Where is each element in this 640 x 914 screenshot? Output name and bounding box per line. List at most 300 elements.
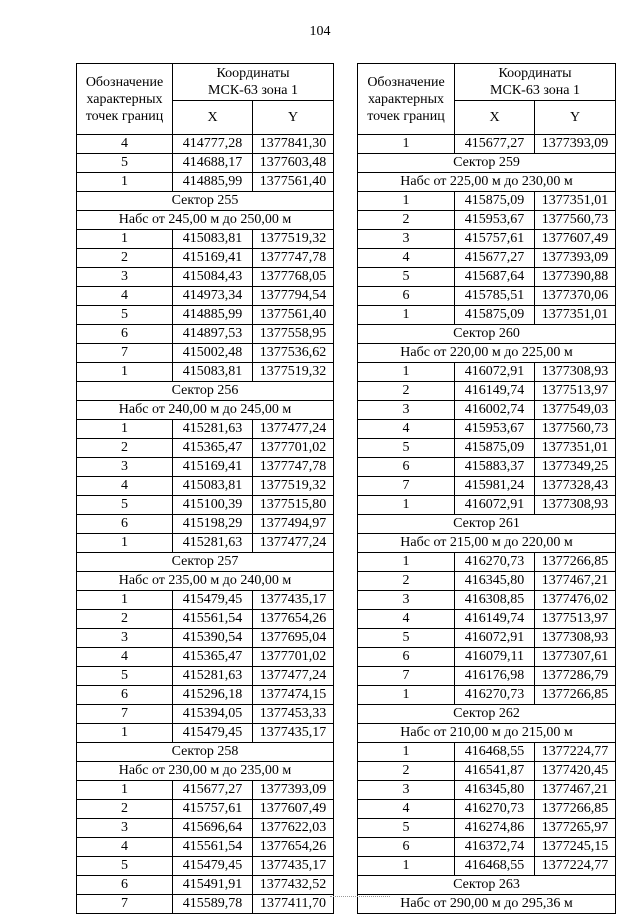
y-cell: 1377747,78 bbox=[253, 458, 334, 477]
y-cell: 1377266,85 bbox=[535, 553, 616, 572]
section-row bbox=[77, 553, 334, 572]
x-cell: 415281,63 bbox=[173, 420, 253, 439]
x-cell: 415687,64 bbox=[455, 268, 535, 287]
x-cell: 415875,09 bbox=[455, 439, 535, 458]
table-row bbox=[358, 819, 616, 838]
table-row bbox=[358, 686, 616, 705]
table-row bbox=[358, 667, 616, 686]
point-cell: 3 bbox=[358, 591, 455, 610]
point-cell: 3 bbox=[358, 401, 455, 420]
x-cell: 414777,28 bbox=[173, 135, 253, 154]
table-row bbox=[77, 287, 334, 306]
y-cell: 1377351,01 bbox=[535, 439, 616, 458]
y-cell: 1377560,73 bbox=[535, 211, 616, 230]
table-row bbox=[358, 838, 616, 857]
section-label: Набс от 235,00 м до 240,00 м bbox=[77, 572, 334, 591]
x-cell: 415479,45 bbox=[173, 591, 253, 610]
x-cell: 416372,74 bbox=[455, 838, 535, 857]
point-cell: 4 bbox=[358, 610, 455, 629]
y-cell: 1377476,02 bbox=[535, 591, 616, 610]
section-row bbox=[77, 572, 334, 591]
table-row bbox=[77, 610, 334, 629]
y-cell: 1377390,88 bbox=[535, 268, 616, 287]
x-cell: 415281,63 bbox=[173, 667, 253, 686]
section-row bbox=[77, 192, 334, 211]
table-row bbox=[358, 762, 616, 781]
y-cell: 1377513,97 bbox=[535, 610, 616, 629]
y-cell: 1377549,03 bbox=[535, 401, 616, 420]
table-row bbox=[77, 325, 334, 344]
x-cell: 415677,27 bbox=[455, 135, 535, 154]
x-cell: 415100,39 bbox=[173, 496, 253, 515]
section-label: Набс от 215,00 м до 220,00 м bbox=[358, 534, 616, 553]
table-row bbox=[77, 249, 334, 268]
table-row bbox=[358, 629, 616, 648]
y-cell: 1377701,02 bbox=[253, 439, 334, 458]
x-cell: 414885,99 bbox=[173, 306, 253, 325]
table-row bbox=[358, 857, 616, 876]
section-row bbox=[358, 173, 616, 192]
table-body-left bbox=[77, 135, 334, 914]
point-cell: 3 bbox=[358, 781, 455, 800]
point-cell: 3 bbox=[77, 819, 173, 838]
section-label: Набс от 230,00 м до 235,00 м bbox=[77, 762, 334, 781]
header-coordinates bbox=[455, 64, 616, 101]
y-cell: 1377794,54 bbox=[253, 287, 334, 306]
x-cell: 414688,17 bbox=[173, 154, 253, 173]
table-row bbox=[77, 819, 334, 838]
point-cell: 1 bbox=[358, 306, 455, 325]
table-row bbox=[358, 401, 616, 420]
point-cell: 5 bbox=[77, 306, 173, 325]
point-cell: 5 bbox=[358, 819, 455, 838]
point-cell: 6 bbox=[77, 876, 173, 895]
header-coordinates-line2: МСК-63 зона 1 bbox=[208, 83, 298, 98]
y-cell: 1377747,78 bbox=[253, 249, 334, 268]
point-cell: 7 bbox=[77, 344, 173, 363]
table-row bbox=[358, 306, 616, 325]
y-cell: 1377393,09 bbox=[253, 781, 334, 800]
section-row bbox=[358, 154, 616, 173]
table-row bbox=[77, 534, 334, 553]
y-cell: 1377393,09 bbox=[535, 135, 616, 154]
section-row bbox=[77, 211, 334, 230]
table-row bbox=[77, 515, 334, 534]
x-cell: 415953,67 bbox=[455, 420, 535, 439]
table-row bbox=[358, 268, 616, 287]
point-cell: 1 bbox=[77, 534, 173, 553]
y-cell: 1377224,77 bbox=[535, 857, 616, 876]
x-cell: 416079,11 bbox=[455, 648, 535, 667]
table-row bbox=[77, 439, 334, 458]
section-row bbox=[77, 762, 334, 781]
table-row bbox=[358, 287, 616, 306]
point-cell: 1 bbox=[358, 553, 455, 572]
table-row bbox=[77, 781, 334, 800]
y-cell: 1377477,24 bbox=[253, 667, 334, 686]
y-cell: 1377308,93 bbox=[535, 629, 616, 648]
point-cell: 1 bbox=[358, 135, 455, 154]
y-cell: 1377768,05 bbox=[253, 268, 334, 287]
point-cell: 1 bbox=[358, 192, 455, 211]
section-label: Сектор 257 bbox=[77, 553, 334, 572]
x-cell: 415953,67 bbox=[455, 211, 535, 230]
section-row bbox=[358, 515, 616, 534]
point-cell: 6 bbox=[358, 458, 455, 477]
header-x: X bbox=[455, 101, 535, 135]
x-cell: 415491,91 bbox=[173, 876, 253, 895]
point-cell: 4 bbox=[77, 838, 173, 857]
y-cell: 1377224,77 bbox=[535, 743, 616, 762]
point-cell: 4 bbox=[77, 287, 173, 306]
x-cell: 415757,61 bbox=[173, 800, 253, 819]
x-cell: 415677,27 bbox=[173, 781, 253, 800]
x-cell: 416270,73 bbox=[455, 686, 535, 705]
y-cell: 1377519,32 bbox=[253, 363, 334, 382]
section-label: Сектор 259 bbox=[358, 154, 616, 173]
x-cell: 415084,43 bbox=[173, 268, 253, 287]
table-row bbox=[358, 610, 616, 629]
x-cell: 416345,80 bbox=[455, 572, 535, 591]
y-cell: 1377536,62 bbox=[253, 344, 334, 363]
x-cell: 415083,81 bbox=[173, 477, 253, 496]
x-cell: 415198,29 bbox=[173, 515, 253, 534]
table-row bbox=[358, 249, 616, 268]
section-row bbox=[358, 895, 616, 914]
y-cell: 1377370,06 bbox=[535, 287, 616, 306]
table-row bbox=[77, 306, 334, 325]
x-cell: 415479,45 bbox=[173, 857, 253, 876]
x-cell: 415561,54 bbox=[173, 610, 253, 629]
point-cell: 5 bbox=[77, 857, 173, 876]
section-label: Сектор 256 bbox=[77, 382, 334, 401]
table-row bbox=[358, 135, 616, 154]
table-row bbox=[358, 458, 616, 477]
section-label: Набс от 245,00 м до 250,00 м bbox=[77, 211, 334, 230]
table-row bbox=[77, 154, 334, 173]
y-cell: 1377519,32 bbox=[253, 230, 334, 249]
point-cell: 1 bbox=[77, 173, 173, 192]
coordinates-table-left bbox=[76, 63, 334, 914]
section-label: Набс от 220,00 м до 225,00 м bbox=[358, 344, 616, 363]
y-cell: 1377558,95 bbox=[253, 325, 334, 344]
scan-mark bbox=[330, 896, 390, 899]
table-row bbox=[358, 648, 616, 667]
y-cell: 1377607,49 bbox=[253, 800, 334, 819]
table-row bbox=[77, 895, 334, 914]
table-row bbox=[358, 363, 616, 382]
table-row bbox=[77, 591, 334, 610]
section-row bbox=[358, 325, 616, 344]
x-cell: 415365,47 bbox=[173, 439, 253, 458]
y-cell: 1377701,02 bbox=[253, 648, 334, 667]
header-coordinates bbox=[173, 64, 334, 101]
section-label: Набс от 290,00 м до 295,36 м bbox=[358, 895, 616, 914]
table-row bbox=[358, 192, 616, 211]
y-cell: 1377308,93 bbox=[535, 496, 616, 515]
y-cell: 1377435,17 bbox=[253, 857, 334, 876]
table-row bbox=[77, 857, 334, 876]
section-label: Сектор 260 bbox=[358, 325, 616, 344]
point-cell: 6 bbox=[358, 287, 455, 306]
point-cell: 5 bbox=[77, 154, 173, 173]
x-cell: 416072,91 bbox=[455, 496, 535, 515]
point-cell: 6 bbox=[77, 686, 173, 705]
table-row bbox=[358, 553, 616, 572]
section-label: Сектор 262 bbox=[358, 705, 616, 724]
x-cell: 416149,74 bbox=[455, 382, 535, 401]
point-cell: 7 bbox=[358, 477, 455, 496]
table-row bbox=[358, 496, 616, 515]
y-cell: 1377420,45 bbox=[535, 762, 616, 781]
point-cell: 5 bbox=[358, 268, 455, 287]
y-cell: 1377477,24 bbox=[253, 534, 334, 553]
y-cell: 1377841,30 bbox=[253, 135, 334, 154]
point-cell: 5 bbox=[358, 439, 455, 458]
table-row bbox=[358, 781, 616, 800]
y-cell: 1377435,17 bbox=[253, 591, 334, 610]
table-row bbox=[77, 420, 334, 439]
point-cell: 1 bbox=[358, 363, 455, 382]
point-cell: 4 bbox=[358, 800, 455, 819]
point-cell: 3 bbox=[77, 629, 173, 648]
point-cell: 2 bbox=[358, 762, 455, 781]
header-coordinates-line1: Координаты bbox=[216, 66, 290, 81]
point-cell: 7 bbox=[77, 895, 173, 914]
y-cell: 1377474,15 bbox=[253, 686, 334, 705]
x-cell: 414973,34 bbox=[173, 287, 253, 306]
table-row bbox=[77, 268, 334, 287]
section-row bbox=[77, 743, 334, 762]
point-cell: 1 bbox=[77, 363, 173, 382]
table-row bbox=[77, 477, 334, 496]
y-cell: 1377467,21 bbox=[535, 572, 616, 591]
table-row bbox=[358, 420, 616, 439]
y-cell: 1377513,97 bbox=[535, 382, 616, 401]
y-cell: 1377432,52 bbox=[253, 876, 334, 895]
point-cell: 2 bbox=[358, 211, 455, 230]
point-cell: 1 bbox=[358, 686, 455, 705]
point-cell: 2 bbox=[77, 610, 173, 629]
y-cell: 1377349,25 bbox=[535, 458, 616, 477]
table-row bbox=[358, 591, 616, 610]
x-cell: 415394,05 bbox=[173, 705, 253, 724]
table-row bbox=[77, 800, 334, 819]
section-row bbox=[358, 344, 616, 363]
x-cell: 415677,27 bbox=[455, 249, 535, 268]
y-cell: 1377265,97 bbox=[535, 819, 616, 838]
table-row bbox=[358, 477, 616, 496]
header-coordinates-line2: МСК-63 зона 1 bbox=[490, 83, 580, 98]
x-cell: 414885,99 bbox=[173, 173, 253, 192]
x-cell: 415696,64 bbox=[173, 819, 253, 838]
y-cell: 1377654,26 bbox=[253, 838, 334, 857]
point-cell: 3 bbox=[77, 268, 173, 287]
x-cell: 415390,54 bbox=[173, 629, 253, 648]
point-cell: 4 bbox=[358, 249, 455, 268]
table-row bbox=[358, 439, 616, 458]
table-row bbox=[358, 800, 616, 819]
point-cell: 1 bbox=[358, 496, 455, 515]
x-cell: 415479,45 bbox=[173, 724, 253, 743]
table-row bbox=[77, 705, 334, 724]
point-cell: 5 bbox=[77, 496, 173, 515]
table-row bbox=[77, 648, 334, 667]
y-cell: 1377467,21 bbox=[535, 781, 616, 800]
table-row bbox=[358, 230, 616, 249]
x-cell: 415002,48 bbox=[173, 344, 253, 363]
point-cell: 1 bbox=[77, 724, 173, 743]
y-cell: 1377351,01 bbox=[535, 306, 616, 325]
point-cell: 7 bbox=[358, 667, 455, 686]
y-cell: 1377561,40 bbox=[253, 306, 334, 325]
table-row bbox=[77, 458, 334, 477]
x-cell: 416002,74 bbox=[455, 401, 535, 420]
header-point-designation: Обозначение характерных точек границ bbox=[77, 64, 173, 135]
point-cell: 1 bbox=[77, 781, 173, 800]
header-point-designation: Обозначение характерных точек границ bbox=[358, 64, 455, 135]
x-cell: 416541,87 bbox=[455, 762, 535, 781]
point-cell: 3 bbox=[77, 458, 173, 477]
x-cell: 416072,91 bbox=[455, 363, 535, 382]
y-cell: 1377245,15 bbox=[535, 838, 616, 857]
table-row bbox=[358, 382, 616, 401]
section-label: Сектор 261 bbox=[358, 515, 616, 534]
x-cell: 415875,09 bbox=[455, 192, 535, 211]
x-cell: 416308,85 bbox=[455, 591, 535, 610]
x-cell: 415981,24 bbox=[455, 477, 535, 496]
point-cell: 5 bbox=[358, 629, 455, 648]
section-row bbox=[358, 876, 616, 895]
table-row bbox=[77, 344, 334, 363]
y-cell: 1377561,40 bbox=[253, 173, 334, 192]
header-x: X bbox=[173, 101, 253, 135]
section-label: Набс от 210,00 м до 215,00 м bbox=[358, 724, 616, 743]
x-cell: 416274,86 bbox=[455, 819, 535, 838]
point-cell: 6 bbox=[77, 325, 173, 344]
x-cell: 415365,47 bbox=[173, 648, 253, 667]
y-cell: 1377307,61 bbox=[535, 648, 616, 667]
y-cell: 1377494,97 bbox=[253, 515, 334, 534]
x-cell: 415785,51 bbox=[455, 287, 535, 306]
y-cell: 1377453,33 bbox=[253, 705, 334, 724]
x-cell: 416345,80 bbox=[455, 781, 535, 800]
x-cell: 415169,41 bbox=[173, 458, 253, 477]
y-cell: 1377435,17 bbox=[253, 724, 334, 743]
table-row bbox=[358, 211, 616, 230]
point-cell: 6 bbox=[77, 515, 173, 534]
y-cell: 1377328,43 bbox=[535, 477, 616, 496]
point-cell: 2 bbox=[358, 572, 455, 591]
table-row bbox=[77, 496, 334, 515]
x-cell: 415281,63 bbox=[173, 534, 253, 553]
table-row bbox=[358, 743, 616, 762]
table-row bbox=[77, 838, 334, 857]
x-cell: 415083,81 bbox=[173, 363, 253, 382]
x-cell: 415561,54 bbox=[173, 838, 253, 857]
x-cell: 415883,37 bbox=[455, 458, 535, 477]
section-row bbox=[358, 534, 616, 553]
y-cell: 1377266,85 bbox=[535, 686, 616, 705]
table-body-right bbox=[358, 135, 616, 914]
x-cell: 416176,98 bbox=[455, 667, 535, 686]
point-cell: 6 bbox=[358, 838, 455, 857]
header-y: Y bbox=[535, 101, 616, 135]
point-cell: 2 bbox=[77, 439, 173, 458]
x-cell: 415589,78 bbox=[173, 895, 253, 914]
point-cell: 2 bbox=[77, 800, 173, 819]
y-cell: 1377607,49 bbox=[535, 230, 616, 249]
table-row bbox=[77, 173, 334, 192]
page-number: 104 bbox=[309, 24, 331, 39]
section-row bbox=[358, 705, 616, 724]
table-row bbox=[77, 667, 334, 686]
y-cell: 1377266,85 bbox=[535, 800, 616, 819]
x-cell: 415083,81 bbox=[173, 230, 253, 249]
point-cell: 6 bbox=[358, 648, 455, 667]
section-row bbox=[77, 382, 334, 401]
y-cell: 1377603,48 bbox=[253, 154, 334, 173]
x-cell: 416149,74 bbox=[455, 610, 535, 629]
table-row bbox=[77, 135, 334, 154]
section-label: Набс от 240,00 м до 245,00 м bbox=[77, 401, 334, 420]
table-row bbox=[77, 629, 334, 648]
point-cell: 1 bbox=[77, 420, 173, 439]
point-cell: 2 bbox=[358, 382, 455, 401]
point-cell: 4 bbox=[358, 420, 455, 439]
point-cell: 4 bbox=[77, 135, 173, 154]
table-row bbox=[358, 572, 616, 591]
header-y: Y bbox=[253, 101, 334, 135]
y-cell: 1377477,24 bbox=[253, 420, 334, 439]
x-cell: 415296,18 bbox=[173, 686, 253, 705]
y-cell: 1377393,09 bbox=[535, 249, 616, 268]
x-cell: 415757,61 bbox=[455, 230, 535, 249]
y-cell: 1377515,80 bbox=[253, 496, 334, 515]
coordinates-table-right bbox=[357, 63, 616, 914]
x-cell: 416468,55 bbox=[455, 857, 535, 876]
point-cell: 1 bbox=[358, 857, 455, 876]
y-cell: 1377286,79 bbox=[535, 667, 616, 686]
section-label: Сектор 255 bbox=[77, 192, 334, 211]
y-cell: 1377351,01 bbox=[535, 192, 616, 211]
y-cell: 1377519,32 bbox=[253, 477, 334, 496]
point-cell: 5 bbox=[77, 667, 173, 686]
y-cell: 1377308,93 bbox=[535, 363, 616, 382]
point-cell: 1 bbox=[77, 230, 173, 249]
table-row bbox=[77, 686, 334, 705]
point-cell: 4 bbox=[77, 648, 173, 667]
x-cell: 415169,41 bbox=[173, 249, 253, 268]
point-cell: 2 bbox=[77, 249, 173, 268]
section-row bbox=[358, 724, 616, 743]
section-label: Сектор 263 bbox=[358, 876, 616, 895]
point-cell: 4 bbox=[77, 477, 173, 496]
section-label: Набс от 225,00 м до 230,00 м bbox=[358, 173, 616, 192]
y-cell: 1377654,26 bbox=[253, 610, 334, 629]
y-cell: 1377622,03 bbox=[253, 819, 334, 838]
table-row bbox=[77, 876, 334, 895]
table-row bbox=[77, 724, 334, 743]
x-cell: 416468,55 bbox=[455, 743, 535, 762]
section-label: Сектор 258 bbox=[77, 743, 334, 762]
x-cell: 416072,91 bbox=[455, 629, 535, 648]
section-row bbox=[77, 401, 334, 420]
y-cell: 1377695,04 bbox=[253, 629, 334, 648]
x-cell: 416270,73 bbox=[455, 800, 535, 819]
point-cell: 1 bbox=[358, 743, 455, 762]
y-cell: 1377560,73 bbox=[535, 420, 616, 439]
